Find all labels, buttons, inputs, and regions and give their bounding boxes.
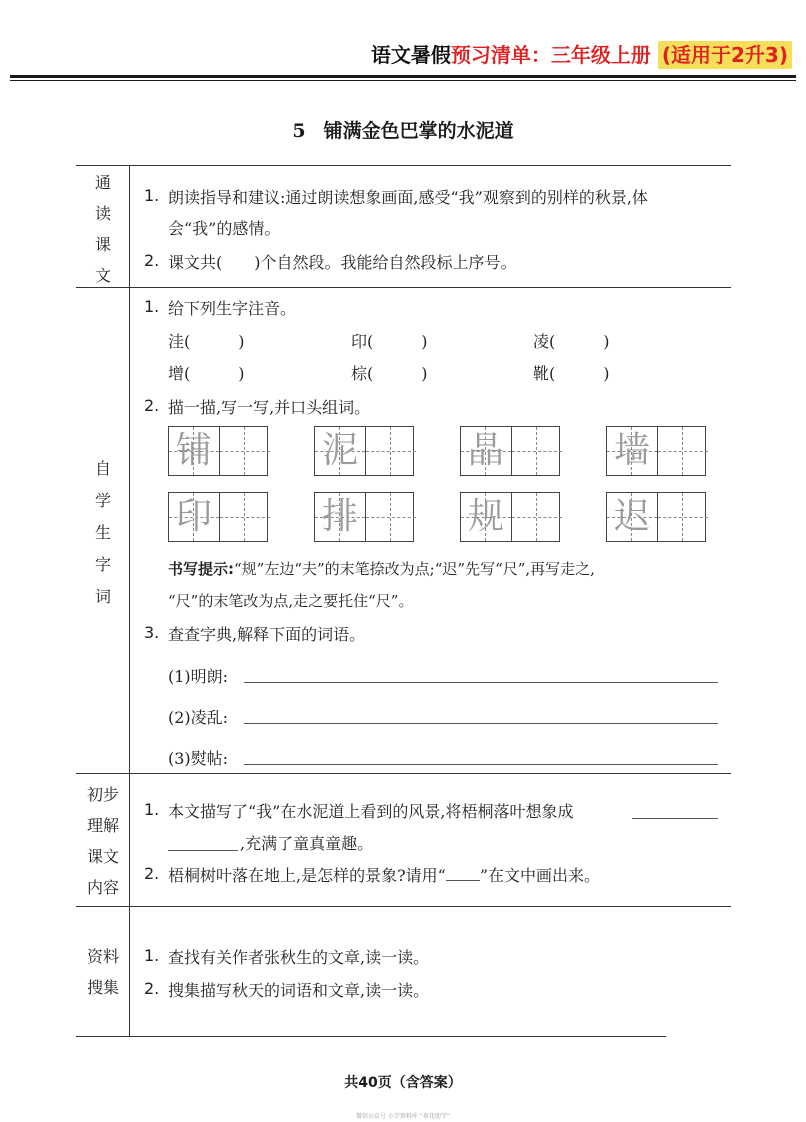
item-number: 2.	[144, 251, 160, 270]
pinyin-field[interactable]: 棕( )	[351, 364, 428, 383]
row-divider	[76, 906, 731, 907]
section-label-understand	[76, 782, 130, 906]
write-cell[interactable]	[219, 427, 270, 475]
tip-label: 书写提示:	[168, 560, 234, 578]
paragraph-count-question: 课文共( )个自然段。我能给自然段标上序号。	[168, 253, 517, 272]
pinyin-field[interactable]: 洼( )	[168, 332, 245, 351]
pinyin-field[interactable]: 凌( )	[533, 332, 610, 351]
label-line: 课文	[86, 847, 119, 866]
tip-text: “规”左边“夫”的末笔捺改为点;“迟”先写“尺”,再写走之,	[234, 560, 595, 578]
label-char: 课	[94, 235, 111, 254]
trace-cell	[607, 427, 657, 475]
header-rule	[10, 75, 796, 78]
label-char: 自	[94, 459, 111, 478]
table-bottom-border	[76, 1036, 666, 1037]
writing-grid[interactable]	[168, 426, 268, 476]
word-prompt: (3)熨帖:	[168, 749, 229, 768]
writing-grid[interactable]	[460, 492, 560, 542]
answer-line[interactable]	[244, 682, 718, 683]
header-subject: 语文暑假	[370, 43, 451, 67]
writing-grid[interactable]	[314, 426, 414, 476]
understand-question: 本文描写了“我”在水泥道上看到的风景,将梧桐落叶想象成	[168, 802, 574, 821]
label-char: 读	[94, 204, 111, 223]
lesson-number: 5	[292, 120, 306, 142]
item-number: 1.	[144, 297, 160, 316]
label-char: 字	[94, 555, 111, 574]
answer-line[interactable]	[632, 818, 718, 819]
trace-character: 墙	[613, 430, 650, 471]
writing-tip	[168, 558, 595, 579]
trace-cell	[461, 427, 511, 475]
row-divider	[76, 287, 731, 288]
write-cell[interactable]	[657, 427, 708, 475]
trace-character: 规	[467, 496, 504, 537]
label-line: 搜集	[86, 978, 119, 997]
row-divider	[76, 773, 731, 774]
trace-cell	[461, 493, 511, 541]
trace-character: 迟	[613, 496, 650, 537]
trace-cell	[169, 427, 219, 475]
read-instruction: 朗读指导和建议:通过朗读想象画面,感受“我”观察到的别样的秋景,体	[168, 188, 648, 207]
pinyin-field[interactable]: 增( )	[168, 364, 245, 383]
write-cell[interactable]	[657, 493, 708, 541]
header-title	[371, 38, 792, 72]
word-prompt: (2)凌乱:	[168, 708, 229, 727]
writing-grid[interactable]	[314, 492, 414, 542]
write-cell[interactable]	[365, 427, 416, 475]
section-label-materials	[76, 944, 130, 1006]
answer-line[interactable]	[244, 764, 718, 765]
read-instruction-cont: 会“我”的感情。	[168, 219, 281, 238]
writing-grid[interactable]	[168, 492, 268, 542]
section-label-self-study	[76, 456, 130, 616]
underline-sample	[446, 866, 480, 881]
underline-question-text: 梧桐树叶落在地上,是怎样的景象?请用“	[168, 866, 446, 885]
trace-cell	[169, 493, 219, 541]
write-cell[interactable]	[511, 493, 562, 541]
page-footer: 共40页（含答案）	[344, 1075, 462, 1091]
trace-cell	[607, 493, 657, 541]
table-top-border	[76, 165, 731, 166]
item-number: 3.	[144, 623, 160, 642]
pinyin-field[interactable]: 印( )	[351, 332, 428, 351]
underline-question	[168, 863, 600, 886]
answer-line[interactable]	[244, 723, 718, 724]
writing-grid[interactable]	[606, 492, 706, 542]
writing-instruction: 描一描,写一写,并口头组词。	[168, 398, 371, 417]
label-char: 词	[94, 587, 111, 606]
materials-task: 搜集描写秋天的词语和文章,读一读。	[168, 981, 430, 1000]
label-line: 初步	[86, 785, 119, 804]
section-label-read	[76, 170, 130, 294]
trace-character: 铺	[175, 430, 212, 471]
lesson-name: 铺满金色巴掌的水泥道	[323, 120, 514, 142]
underline-question-text-end: ”在文中画出来。	[479, 866, 601, 885]
pinyin-field[interactable]: 靴( )	[533, 364, 610, 383]
writing-tip-cont: “尺”的末笔改为点,走之要托住“尺”。	[168, 592, 414, 610]
label-char: 学	[94, 491, 111, 510]
label-char: 生	[94, 523, 111, 542]
item-number: 1.	[144, 800, 160, 819]
label-line: 资料	[86, 947, 119, 966]
trace-character: 排	[321, 496, 358, 537]
page-header	[0, 38, 806, 72]
item-number: 2.	[144, 864, 160, 883]
word-prompt: (1)明朗:	[168, 667, 229, 686]
item-number: 2.	[144, 396, 160, 415]
trace-character: 晶	[467, 430, 504, 471]
materials-task: 查找有关作者张秋生的文章,读一读。	[168, 948, 430, 967]
item-number: 1.	[144, 186, 160, 205]
dictionary-instruction: 查查字典,解释下面的词语。	[168, 625, 366, 644]
pinyin-instruction: 给下列生字注音。	[168, 299, 297, 318]
write-cell[interactable]	[365, 493, 416, 541]
label-line: 内容	[86, 878, 119, 897]
header-grade: 预习清单：三年级上册	[450, 43, 651, 67]
answer-line[interactable]	[168, 850, 238, 851]
writing-grid[interactable]	[460, 426, 560, 476]
lesson-title	[0, 116, 806, 143]
header-rule-thin	[10, 80, 796, 81]
footnote: 微信公众号 小学资料库 “荷花助学”	[355, 1113, 451, 1120]
trace-character: 印	[175, 496, 212, 537]
label-char: 文	[94, 266, 111, 285]
write-cell[interactable]	[219, 493, 270, 541]
understand-question-cont: ,充满了童真童趣。	[240, 834, 374, 853]
item-number: 1.	[144, 946, 160, 965]
trace-cell	[315, 427, 365, 475]
label-char: 通	[94, 173, 111, 192]
trace-character: 泥	[321, 430, 358, 471]
writing-grid[interactable]	[606, 426, 706, 476]
write-cell[interactable]	[511, 427, 562, 475]
item-number: 2.	[144, 979, 160, 998]
trace-cell	[315, 493, 365, 541]
label-line: 理解	[86, 816, 119, 835]
header-badge: (适用于2升3)	[658, 41, 792, 69]
